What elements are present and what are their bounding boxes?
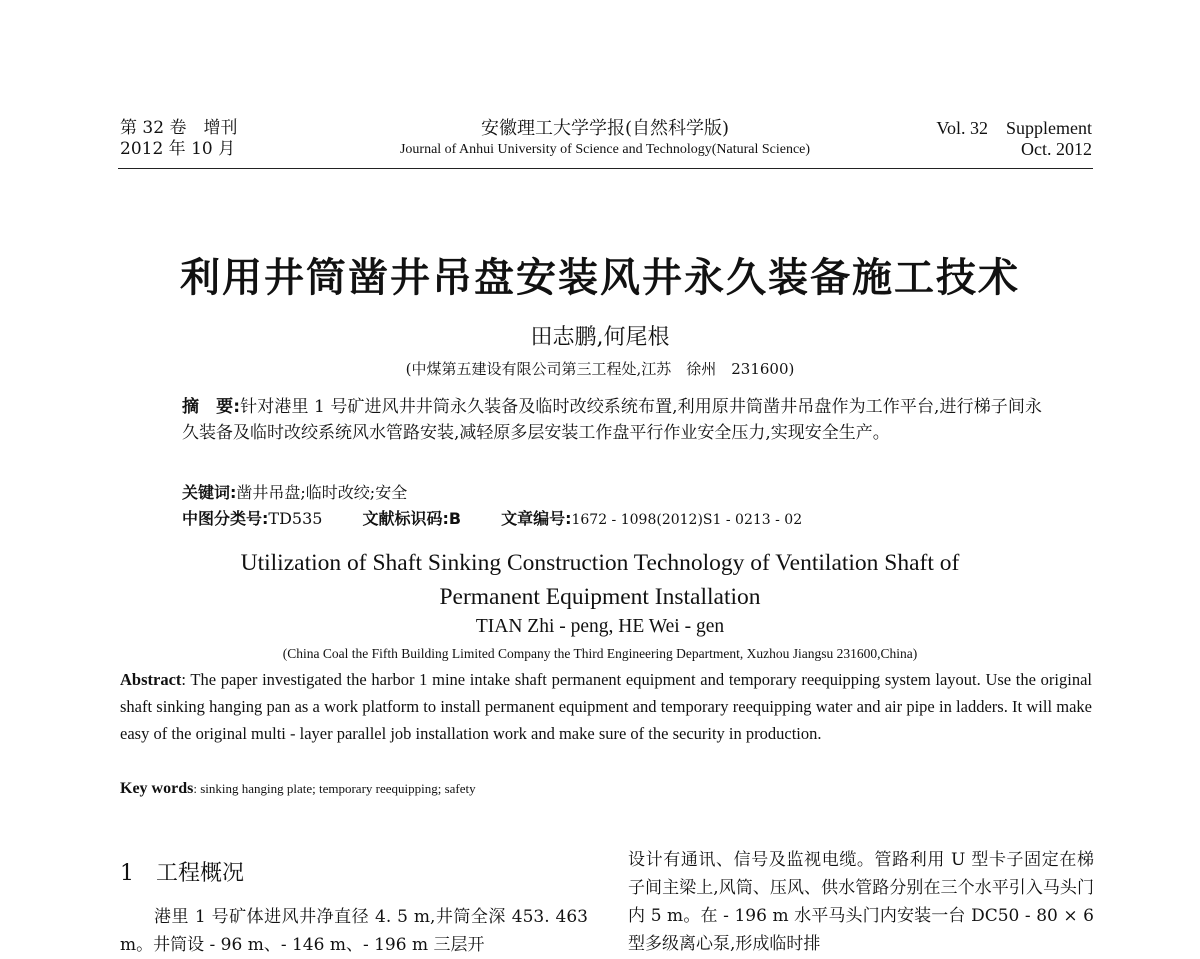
journal-issue-info-en [936, 118, 1092, 160]
abstract-label-en: Abstract [120, 670, 182, 689]
article-no-value: 1672 - 1098(2012)S1 - 0213 - 02 [571, 512, 803, 528]
classification-line [182, 506, 1082, 529]
journal-name [340, 118, 870, 160]
doc-code-value: B [448, 509, 462, 528]
paper-title-en-line2: Permanent Equipment Installation [439, 584, 761, 610]
authors-cn: 田志鹏,何尾根 [530, 325, 670, 350]
doc-code-label: 文献标识码: [362, 509, 449, 528]
paper-title-en [0, 546, 1200, 614]
keywords-text-en: : sinking hanging plate; temporary reequipping; safety [193, 781, 476, 796]
body-paragraph-left: 港里 1 号矿体进风井净直径 4. 5 m,井筒全深 453. 463 m。井筒设 - 96 m、- 146 m、- 196 m 三层开 [120, 907, 588, 955]
article-no-label: 文章编号: [501, 509, 572, 528]
affiliation-cn: (中煤第五建设有限公司第三工程处,江苏 徐州 231600) [405, 360, 795, 378]
body-paragraph-right: 设计有通讯、信号及监视电缆。管路利用 U 型卡子固定在梯子间主梁上,风筒、压风、供水管路分别在三个水平引入马头门内 5 m。在 - 196 m 水平马头门内安装一台 DC50 - 80 × 6 型多级离心泵,形成临时排 [628, 850, 1094, 954]
paper-title-en-line1: Utilization of Shaft Sinking Construction Technology of Ventilation Shaft of [240, 550, 960, 576]
affiliation-en: (China Coal the Fifth Building Limited Company the Third Engineering Department, Xuzhou Jiangsu 231600,China) [282, 646, 918, 661]
keywords-en [120, 780, 476, 798]
supplement-en: Supplement [1006, 118, 1092, 138]
keywords-label-cn: 关键词: [182, 483, 237, 502]
section-number: 1 [120, 861, 134, 886]
class-value: TD535 [268, 509, 323, 528]
abstract-cn [182, 394, 1042, 446]
section-heading [120, 856, 244, 887]
abstract-text-en: : The paper investigated the harbor 1 mine intake shaft permanent equipment and temporary reequipping system layout. Use the original shaft sinking hanging pan as a work platform to install permanent equipment and temporary reequipping water and air pipe in ladders. It will make easy of the original multi - layer parallel job installation work and make sure of the security in production. [120, 670, 1092, 743]
abstract-label-cn: 摘 要: [182, 397, 241, 417]
journal-name-en: Journal of Anhui University of Science and Technology(Natural Science) [399, 142, 811, 157]
keywords-cn [182, 480, 407, 503]
authors-en: TIAN Zhi - peng, HE Wei - gen [475, 616, 725, 637]
date-cn: 2012 年 10 月 [120, 139, 236, 159]
section-title: 工程概况 [156, 861, 245, 886]
date-en: Oct. 2012 [1021, 139, 1092, 159]
volume-issue-cn: 第 32 卷 增刊 [120, 118, 238, 138]
keywords-label-en: Key words [120, 780, 194, 797]
class-label: 中图分类号: [182, 509, 269, 528]
paper-title-cn: 利用井筒凿井吊盘安装风井永久装备施工技术 [180, 255, 1020, 301]
abstract-en [120, 666, 1092, 747]
keywords-text-cn: 凿井吊盘;临时改绞;安全 [236, 483, 408, 502]
journal-name-cn: 安徽理工大学学报(自然科学版) [480, 118, 730, 139]
header-rule [118, 168, 1093, 169]
volume-en: Vol. 32 [936, 118, 988, 138]
abstract-text-cn: 针对港里 1 号矿进风井井筒永久装备及临时改绞系统布置,利用原井筒凿井吊盘作为工作平台,进行梯子间永久装备及临时改绞系统风水管路安装,减轻原多层安装工作盘平行作业安全压力,实现安全生产。 [182, 397, 1042, 443]
journal-issue-info [120, 118, 237, 160]
